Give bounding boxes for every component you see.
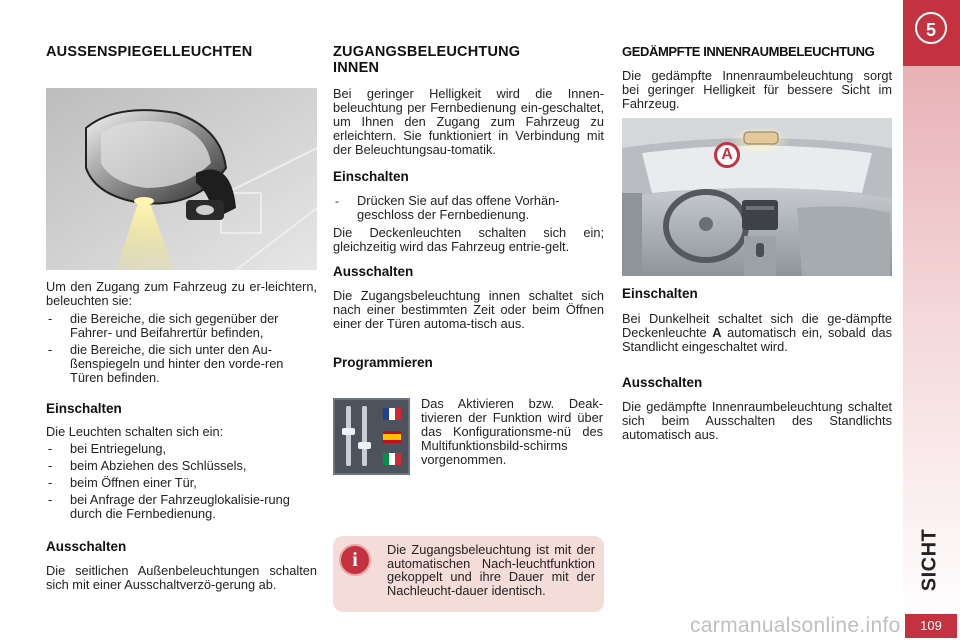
dimmed-on-text-part1: Bei Dunkelheit schaltet sich die ge-dämpfte Deckenleuchte <box>622 311 892 340</box>
list-item: - beim Öffnen einer Tür, <box>46 476 317 490</box>
info-text: Die Zugangsbeleuchtung ist mit der automatischen Nach-leuchtfunktion gekoppelt und ihre Dauer mit der Nachleucht-dauer identisch. <box>387 542 595 599</box>
section-title: SICHT <box>918 528 941 592</box>
heading-line-1: ZUGANGSBELEUCHTUNG <box>333 44 521 60</box>
programming-text: Das Aktivieren bzw. Deak-tivieren der Funktion wird über das Konfigurationsme-nü des Multifunktionsbild-schirms vorgenommen. <box>421 396 603 467</box>
heading-interior-on: Einschalten <box>333 169 409 184</box>
dimmed-on-text-bold: A <box>712 325 722 340</box>
exterior-intro: Um den Zugang zum Fahrzeug zu er-leichtern, beleuchten sie: <box>46 279 317 308</box>
heading-interior-off: Ausschalten <box>333 264 414 279</box>
heading-interior-access-light <box>333 44 604 76</box>
exterior-off-text: Die seitlichen Außenbeleuchtungen schalten sich mit einer Ausschaltverzö-gerung ab. <box>46 563 317 592</box>
dashboard-illustration <box>622 118 892 276</box>
callout-a: A <box>714 142 740 168</box>
column-exterior-mirror-text <box>46 280 317 592</box>
heading-exterior-off: Ausschalten <box>46 539 127 554</box>
list-item: - beim Abziehen des Schlüssels, <box>46 459 317 473</box>
column-dimmed-interior-text <box>622 286 892 442</box>
heading-dimmed-off: Ausschalten <box>622 375 703 390</box>
chapter-tab <box>903 0 960 66</box>
interior-on-steps <box>333 194 604 222</box>
mirror-light-illustration <box>46 88 317 270</box>
exterior-on-list <box>46 442 317 521</box>
list-item: - die Bereiche, die sich unter den Au-ßenspiegeln und hinter den vorde-ren Türen befinden. <box>46 343 317 385</box>
chapter-number: 5 <box>915 12 947 44</box>
interior-off-text: Die Zugangsbeleuchtung innen schaltet sich nach einer bestimmten Zeit oder beim Öffnen einer der Türen automa-tisch aus. <box>333 288 604 331</box>
interior-intro: Bei geringer Helligkeit wird die Innen-beleuchtung per Fernbedienung ein-geschaltet, um Ihnen den Zugang zum Fahrzeug zu erleichtern. Sie funktioniert in Verbindung mit der Beleuchtungsau-tomatik. <box>333 86 604 157</box>
list-item: - bei Entriegelung, <box>46 442 317 456</box>
interior-on-text: Die Deckenleuchten schalten sich ein; gleichzeitig wird das Fahrzeug entrie-gelt. <box>333 225 604 254</box>
heading-exterior-on: Einschalten <box>46 401 122 416</box>
watermark: carmanualsonline.info <box>690 614 901 637</box>
list-item: - die Bereiche, die sich gegenüber der Fahrer- und Beifahrertür befinden, <box>46 312 317 340</box>
info-box <box>333 536 604 612</box>
heading-dimmed-interior-light: GEDÄMPFTE INNENRAUMBELEUCHTUNG <box>622 44 875 59</box>
dimmed-on-text <box>622 312 892 354</box>
heading-programming: Programmieren <box>333 355 433 370</box>
heading-line-2: INNEN <box>333 60 380 76</box>
info-icon: i <box>339 544 371 576</box>
dimmed-off-text: Die gedämpfte Innenraumbeleuchtung schaltet sich beim Ausschalten des Standlichts automatisch aus. <box>622 399 892 442</box>
page-number: 109 <box>905 614 957 638</box>
list-item: - bei Anfrage der Fahrzeuglokalisie-rung durch die Fernbedienung. <box>46 493 317 521</box>
heading-exterior-mirror-lights: AUSSENSPIEGELLEUCHTEN <box>46 44 253 60</box>
column-interior-access-light <box>333 44 604 370</box>
list-item: - Drücken Sie auf das offene Vorhän-geschloss der Fernbedienung. <box>333 194 604 222</box>
column-dimmed-interior-light <box>622 44 892 111</box>
dimmed-on-text-part2: automatisch ein, sobald das Standlicht eingeschaltet wird. <box>622 325 892 354</box>
exterior-on-intro: Die Leuchten schalten sich ein: <box>46 424 224 439</box>
multifunction-screen-icon <box>333 398 410 475</box>
heading-dimmed-on: Einschalten <box>622 286 698 301</box>
exterior-area-list <box>46 312 317 385</box>
dimmed-intro: Die gedämpfte Innenraumbeleuchtung sorgt bei geringer Helligkeit für bessere Sicht im Fahrzeug. <box>622 68 892 111</box>
column-exterior-mirror-lights <box>46 44 317 60</box>
